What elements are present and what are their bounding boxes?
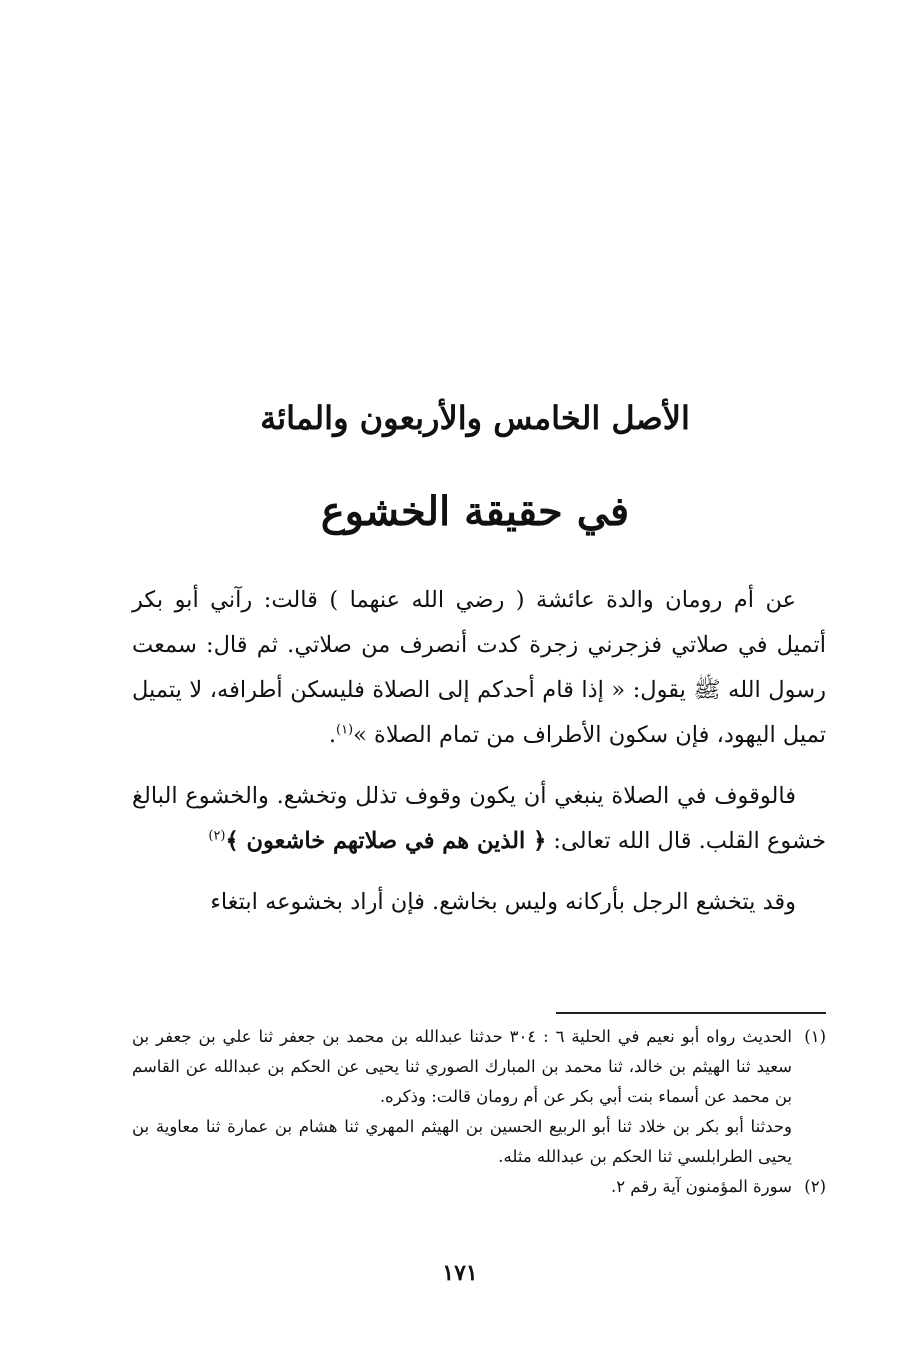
paragraph-1-text: عن أم رومان والدة عائشة ( رضي الله عنهما ) قالت: رآني أبو بكر أتميل في صلاتي فزجرني زجرة كدت أنصرف من صلاتي. ثم قال: سمعت رسول الله ﷺ يقول: « إذا قام أحدكم إلى الصلاة فليسكن أطرافه، لا يتميل تميل اليهود، فإن سكون الأطراف من تمام الصلاة » bbox=[132, 587, 826, 748]
footnote-1-continuation: وحدثنا أبو بكر بن خلاد ثنا أبو الربيع الحسين بن الهيثم المهري ثنا هشام بن عمارة ثنا معاوية بن يحيى الطرابلسي ثنا الحكم بن عبدالله مثله. bbox=[132, 1117, 792, 1166]
chapter-subtitle: في حقيقة الخشوع bbox=[320, 488, 630, 535]
footnote-1-text: الحديث رواه أبو نعيم في الحلية ٦ : ٣٠٤ حدثنا عبدالله بن محمد بن جعفر ثنا علي بن جعفر بن سعيد ثنا الهيثم بن خالد، ثنا محمد بن المبارك الصوري ثنا يحيى عن الحكم بن عبدالله عن القاسم بن محمد عن أسماء بنت أبي بكر عن أم رومان قالت: وذكره. bbox=[132, 1027, 792, 1106]
quran-verse: ﴿ الذين هم في صلاتهم خاشعون ﴾ bbox=[225, 828, 547, 854]
paragraph-1-end: . bbox=[328, 722, 336, 748]
footnote-divider bbox=[556, 1012, 826, 1014]
paragraph-2 bbox=[132, 774, 826, 864]
page-number: ١٧١ bbox=[442, 1260, 478, 1286]
footnote-ref-2: (٢) bbox=[208, 828, 226, 844]
footnotes bbox=[132, 1022, 826, 1202]
footnote-2 bbox=[132, 1172, 826, 1202]
footnote-1-number: (١) bbox=[804, 1027, 826, 1046]
footnote-ref-1: (١) bbox=[335, 722, 354, 738]
paragraph-3: وقد يتخشع الرجل بأركانه وليس بخاشع. فإن أراد بخشوعه ابتغاء bbox=[210, 889, 796, 915]
main-text bbox=[132, 578, 826, 925]
footnote-1 bbox=[132, 1022, 826, 1112]
footnote-2-number: (٢) bbox=[804, 1177, 826, 1196]
chapter-title: الأصل الخامس والأربعون والمائة bbox=[260, 399, 690, 437]
footnote-2-text: سورة المؤمنون آية رقم ٢. bbox=[610, 1177, 792, 1196]
paragraph-2-text: فالوقوف في الصلاة ينبغي أن يكون وقوف تذلل وتخشع. والخشوع البالغ خشوع القلب. قال الله تعالى: bbox=[132, 783, 826, 854]
paragraph-1 bbox=[132, 578, 826, 758]
